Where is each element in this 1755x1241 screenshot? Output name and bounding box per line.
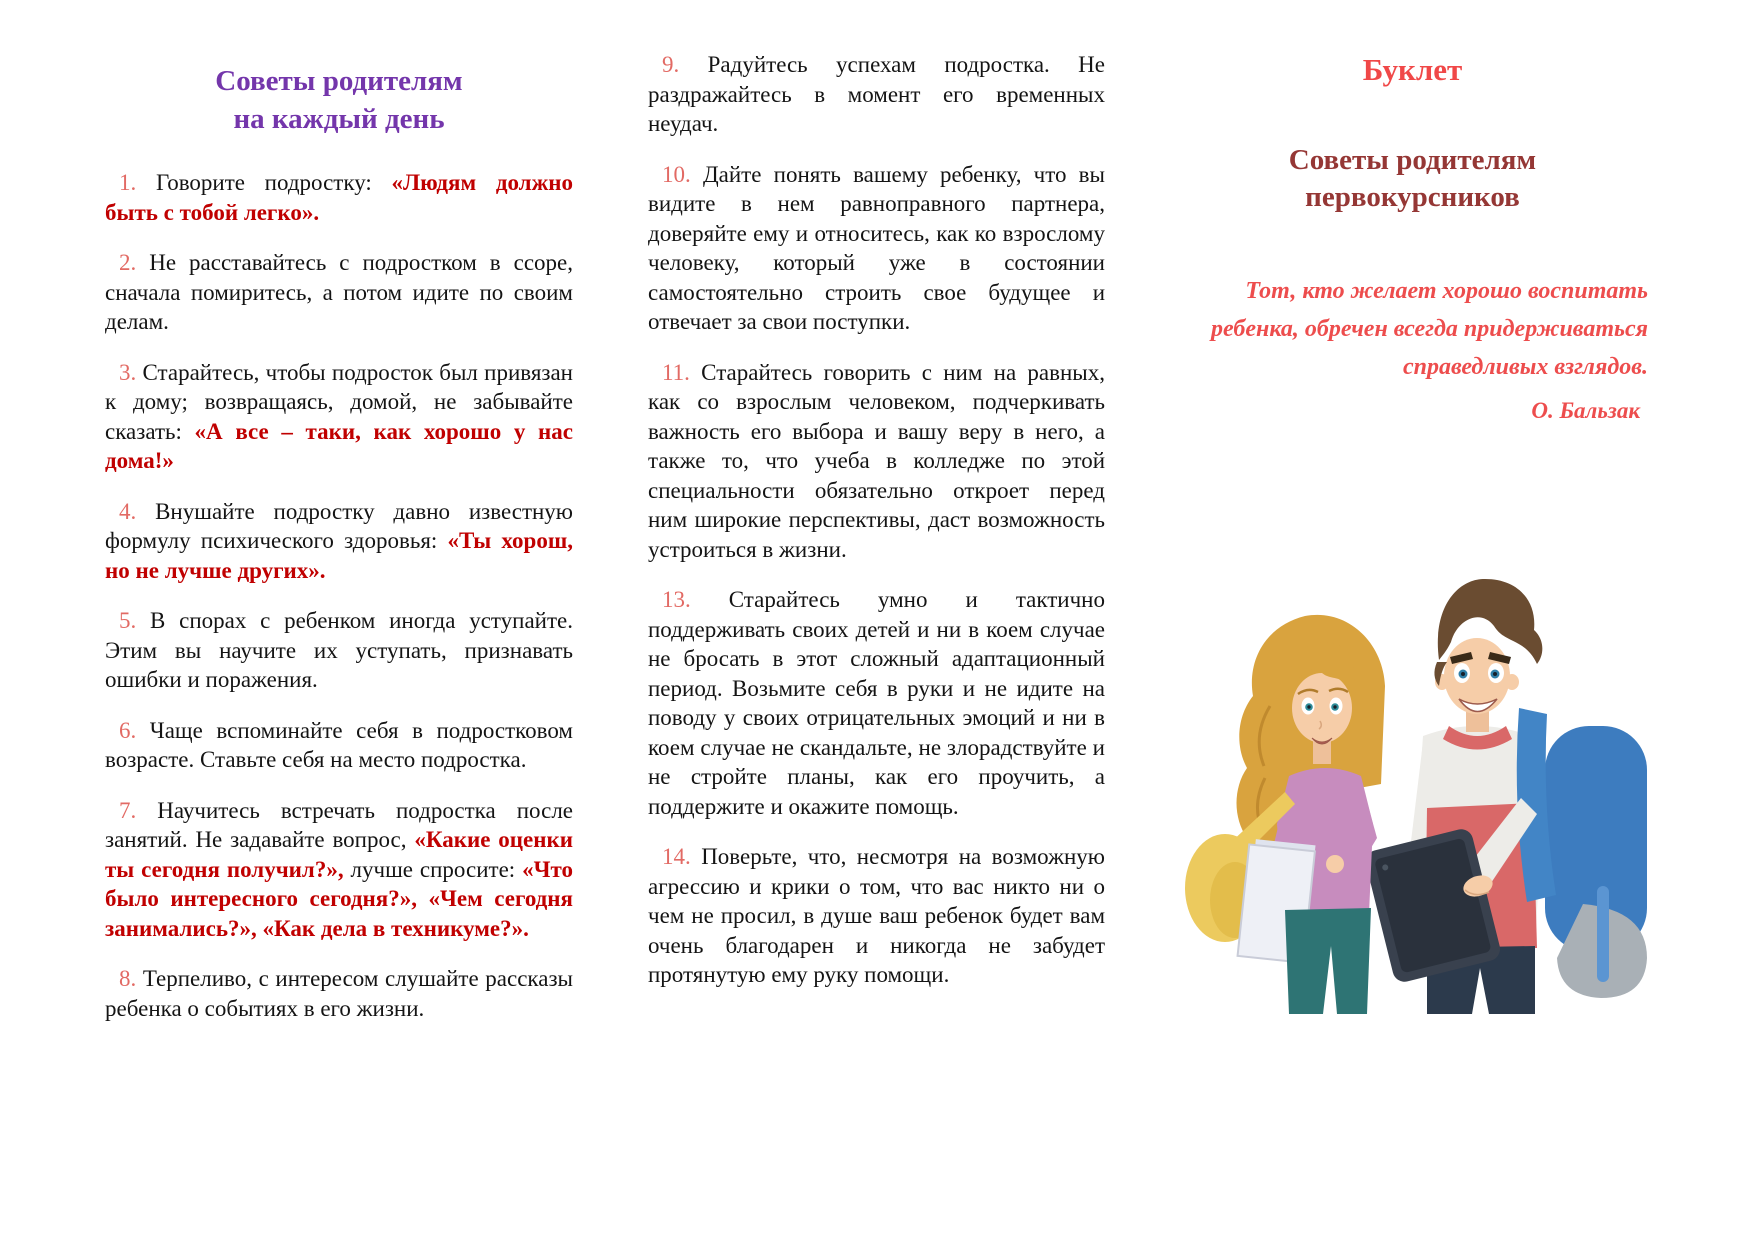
tip-emphasis-text: «Ты хорош, но не лучше других». [105, 528, 573, 583]
tip-emphasis-text: «Что было интересного сегодня?», «Чем сегодня занимались?», «Как дела в техникуме?». [105, 856, 573, 941]
tip-item [105, 964, 573, 1023]
tip-item [105, 358, 573, 476]
tip-number: 4. [119, 498, 137, 524]
tip-text: Дайте понять вашему ребенку, что вы видите в нем равноправного партнера, доверяйте ему и относитесь, как ко взрослому человеку, который уже в состоянии самостоятельно строить свое будущее и отвечает за свои поступки. [648, 161, 1105, 334]
tip-number: 5. [119, 608, 137, 633]
tip-number: 8. [119, 966, 137, 991]
tip-text: Говорите подростку: [136, 170, 392, 195]
girl-figure [1185, 615, 1385, 1014]
middle-tips [648, 50, 1105, 990]
tip-text: Чаще вспоминайте себя в подростковом возрасте. Ставьте себя на место подростка. [105, 717, 573, 772]
tip-number: 10. [662, 161, 691, 187]
tip-item [648, 160, 1105, 337]
tip-item [648, 358, 1105, 565]
tip-number: 7. [119, 797, 137, 823]
quote-author: О. Бальзак [1531, 398, 1640, 423]
tip-text: Терпеливо, с интересом слушайте рассказы ребенка о событиях в его жизни. [105, 966, 573, 1021]
right-column [1155, 52, 1670, 424]
tip-text: Радуйтесь успехам подростка. Не раздражайтесь в момент его временных неудач. [648, 52, 1105, 136]
tip-emphasis-text: «Какие оценки ты сегодня получил?», [105, 827, 573, 882]
tip-number: 9. [662, 52, 680, 77]
booklet-title: Буклет [1362, 52, 1463, 87]
left-column [105, 62, 573, 1044]
left-title-line1: Советы родителям [215, 65, 463, 97]
middle-column [648, 50, 1105, 1011]
balzac-quote [1155, 272, 1670, 386]
tip-item [648, 50, 1105, 139]
tip-emphasis-text: «Людям должно быть с тобой легко». [105, 170, 573, 225]
quote-line3: справедливых взглядов. [1402, 354, 1648, 380]
booklet-subtitle [1155, 142, 1670, 216]
tip-item [648, 585, 1105, 821]
tip-item [105, 606, 573, 695]
tip-item [105, 716, 573, 775]
subtitle-line1: Советы родителям [1288, 144, 1537, 176]
tip-item [105, 497, 573, 586]
left-tips [105, 168, 573, 1023]
tip-item [105, 796, 573, 944]
tip-text: В спорах с ребенком иногда уступайте. Этим вы научите их уступать, признавать ошибки и поражения. [105, 608, 573, 692]
tip-text: Поверьте, что, несмотря на возможную агрессию и крики о том, что вас никто ни о чем не просил, в душе ваш ребенок будет вам очень благодарен и никогда не забудет протянутую ему руку помощи. [648, 844, 1105, 987]
quote-line2: ребенка, обречен всегда придерживаться [1211, 316, 1648, 342]
quote-line1: Тот, кто желает хорошо воспитать [1245, 278, 1648, 304]
tip-emphasis-text: «А все – таки, как хорошо у нас дома!» [105, 418, 573, 473]
backpack [1545, 726, 1647, 998]
tip-text: Старайтесь говорить с ним на равных, как со взрослым человеком, подчеркивать важность его выбора и вашу веру в него, а также то, что учеба в колледже по этой специальности обязательно откроет перед ним широкие перспективы, даст возможность устроиться в жизни. [648, 359, 1105, 562]
tip-number: 11. [662, 359, 690, 385]
tip-item [105, 168, 573, 227]
tip-number: 6. [119, 717, 137, 743]
tip-text: Старайтесь, чтобы подросток был привязан к дому; возвращаясь, домой, не забывайте сказать: [105, 359, 573, 444]
tip-text: Научитесь встречать подростка после занятий. Не задавайте вопрос, [105, 797, 573, 852]
left-column-title [105, 62, 573, 138]
subtitle-line2: первокурсников [1305, 181, 1520, 213]
tip-number: 1. [119, 170, 137, 195]
students-illustration [1185, 556, 1652, 1014]
tip-number: 2. [119, 250, 137, 275]
tip-item [648, 842, 1105, 990]
left-title-line2: на каждый день [233, 103, 445, 135]
tip-text: Внушайте подростку давно известную формулу психического здоровья: [105, 498, 573, 553]
tip-number: 14. [662, 844, 691, 869]
tip-text: лучше спросите: [343, 856, 523, 882]
tip-item [105, 248, 573, 337]
tip-text: Не расставайтесь с подростком в ссоре, сначала помиритесь, а потом идите по своим делам. [105, 250, 573, 334]
tip-text: Старайтесь умно и тактично поддерживать своих детей и ни в коем случае не бросать в этот сложный адаптационный период. Возьмите себя в руки и не идите на поводу у своих отрицательных эмоций и ни в коем случае не скандальте, не злорадствуйте и не стройте планы, как его проучить, а поддержите и окажите помощь. [648, 587, 1105, 819]
tip-number: 13. [662, 587, 691, 612]
tip-number: 3. [119, 359, 137, 385]
